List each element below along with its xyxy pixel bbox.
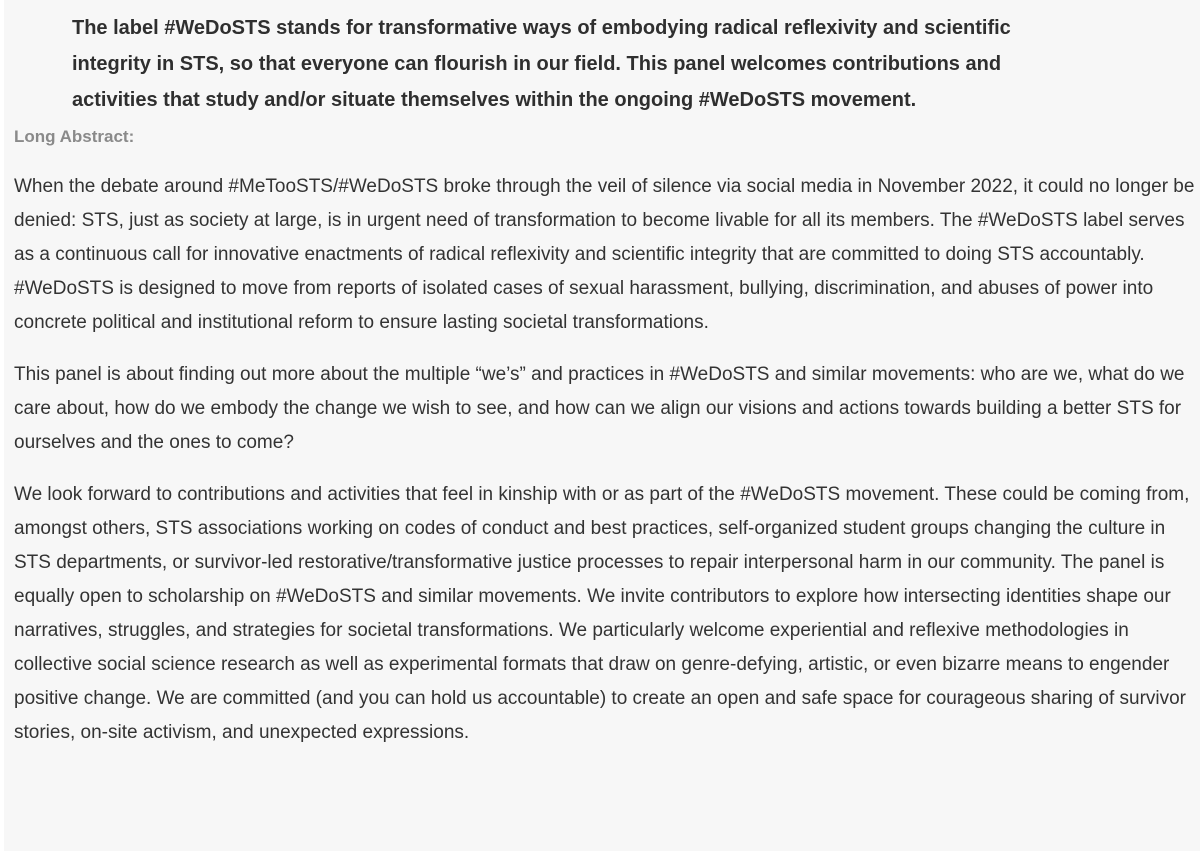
long-abstract-paragraph: We look forward to contributions and activities that feel in kinship with or as part of the #WeDoSTS movement. These could be coming from, amongst others, STS associations working on codes of conduct and best practices, self-organized student groups changing the culture in STS departments, or survivor-led restorative/transformative justice processes to repair interpersonal harm in our community. The panel is equally open to scholarship on #WeDoSTS and similar movements. We invite contributors to explore how intersecting identities shape our narratives, struggles, and strategies for societal transformations. We particularly welcome experiential and reflexive methodologies in collective social science research as well as experimental formats that draw on genre-defying, artistic, or even bizarre means to engender positive change. We are committed (and you can hold us accountable) to create an open and safe space for courageous sharing of survivor stories, on-site activism, and unexpected expressions. bbox=[14, 484, 1190, 743]
abstract-panel bbox=[4, 0, 1200, 851]
long-abstract-paragraph: This panel is about finding out more about the multiple “we’s” and practices in #WeDoSTS and similar movements: who are we, what do we care about, how do we embody the change we wish to see, and how can we align our visions and actions towards building a better STS for ourselves and the ones to come? bbox=[14, 364, 1185, 453]
long-abstract-paragraph: When the debate around #MeTooSTS/#WeDoSTS broke through the veil of silence via social media in November 2022, it could no longer be denied: STS, just as society at large, is in urgent need of transformation to become livable for all its members. The #WeDoSTS label serves as a continuous call for innovative enactments of radical reflexivity and scientific integrity that are committed to doing STS accountably. #WeDoSTS is designed to move from reports of isolated cases of sexual harassment, bullying, discrimination, and abuses of power into concrete political and institutional reform to ensure lasting societal transformations. bbox=[14, 176, 1195, 333]
short-abstract: The label #WeDoSTS stands for transformative ways of embodying radical reflexivity and scientific integrity in STS, so that everyone can flourish in our field. This panel welcomes contributions and activities that study and/or situate themselves within the ongoing #WeDoSTS movement. bbox=[72, 17, 1011, 111]
long-abstract-body bbox=[14, 170, 1196, 768]
long-abstract-label: Long Abstract: bbox=[14, 127, 135, 146]
